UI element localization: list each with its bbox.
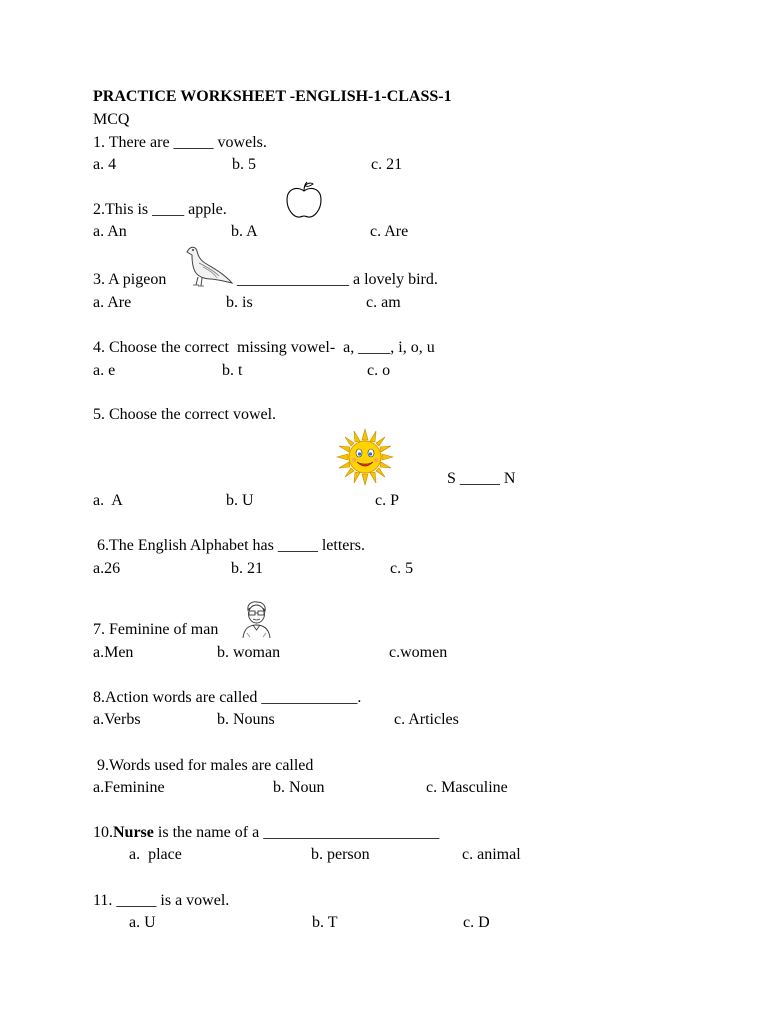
question-6-option-b: b. 21 (231, 560, 263, 577)
question-2-option-a: a. An (93, 223, 127, 240)
question-9-option-c: c. Masculine (426, 779, 508, 796)
question-2-option-b: b. A (231, 223, 258, 240)
question-11-option-c: c. D (463, 914, 490, 931)
question-4-option-a: a. e (93, 362, 116, 379)
question-10-number: 10. (93, 824, 113, 841)
question-3-prompt: 3. A pigeon (93, 271, 167, 288)
sun-icon (336, 428, 394, 486)
question-5-prompt: 5. Choose the correct vowel. (93, 406, 277, 423)
question-3-option-a: a. Are (93, 294, 132, 311)
question-11-option-b: b. T (312, 914, 338, 931)
question-2-prompt: 2.This is ____ apple. (93, 201, 227, 218)
question-4-option-b: b. t (222, 362, 243, 379)
question-8-option-b: b. Nouns (217, 711, 275, 728)
question-3-prompt-tail: ______________ a lovely bird. (237, 271, 438, 288)
question-10-text: is the name of a ______________________ (153, 824, 440, 841)
apple-icon (284, 180, 324, 220)
question-11-option-a: a. U (129, 914, 156, 931)
question-4-prompt: 4. Choose the correct missing vowel- a, ____, i, o, u (93, 339, 435, 356)
question-6-prompt: 6.The English Alphabet has _____ letters. (93, 537, 365, 554)
question-7-option-b: b. woman (217, 644, 281, 661)
question-5-blank: S _____ N (447, 470, 516, 487)
question-10-option-c: c. animal (462, 846, 521, 863)
question-5-option-a: a. A (93, 492, 123, 509)
question-9-option-b: b. Noun (273, 779, 325, 796)
question-10-prompt (93, 825, 439, 841)
question-1-option-a: a. 4 (93, 156, 117, 173)
question-8-prompt: 8.Action words are called ____________. (93, 689, 362, 706)
question-1-option-b: b. 5 (232, 156, 256, 173)
question-10-option-b: b. person (311, 846, 370, 863)
section-heading: MCQ (93, 111, 130, 128)
question-7-prompt: 7. Feminine of man (93, 621, 219, 638)
question-11-prompt: 11. _____ is a vowel. (93, 892, 230, 909)
question-7-option-a: a.Men (93, 644, 134, 661)
question-3-option-b: b. is (226, 294, 253, 311)
question-3-option-c: c. am (366, 294, 401, 311)
question-10-option-a: a. place (129, 846, 182, 863)
worksheet-title: PRACTICE WORKSHEET -ENGLISH-1-CLASS-1 (93, 88, 452, 105)
question-9-option-a: a.Feminine (93, 779, 165, 796)
question-8-option-a: a.Verbs (93, 711, 141, 728)
question-10-keyword: Nurse (113, 824, 154, 841)
question-9-prompt: 9.Words used for males are called (93, 757, 314, 774)
question-5-option-c: c. P (375, 492, 399, 509)
question-6-option-c: c. 5 (390, 560, 414, 577)
pigeon-icon (183, 243, 235, 289)
question-8-option-c: c. Articles (394, 711, 459, 728)
question-7-option-c: c.women (389, 644, 448, 661)
question-5-option-b: b. U (226, 492, 254, 509)
question-1-option-c: c. 21 (371, 156, 403, 173)
question-1-prompt: 1. There are _____ vowels. (93, 134, 267, 151)
man-icon (237, 600, 275, 640)
question-6-option-a: a.26 (93, 560, 121, 577)
question-4-option-c: c. o (367, 362, 391, 379)
question-2-option-c: c. Are (370, 223, 409, 240)
